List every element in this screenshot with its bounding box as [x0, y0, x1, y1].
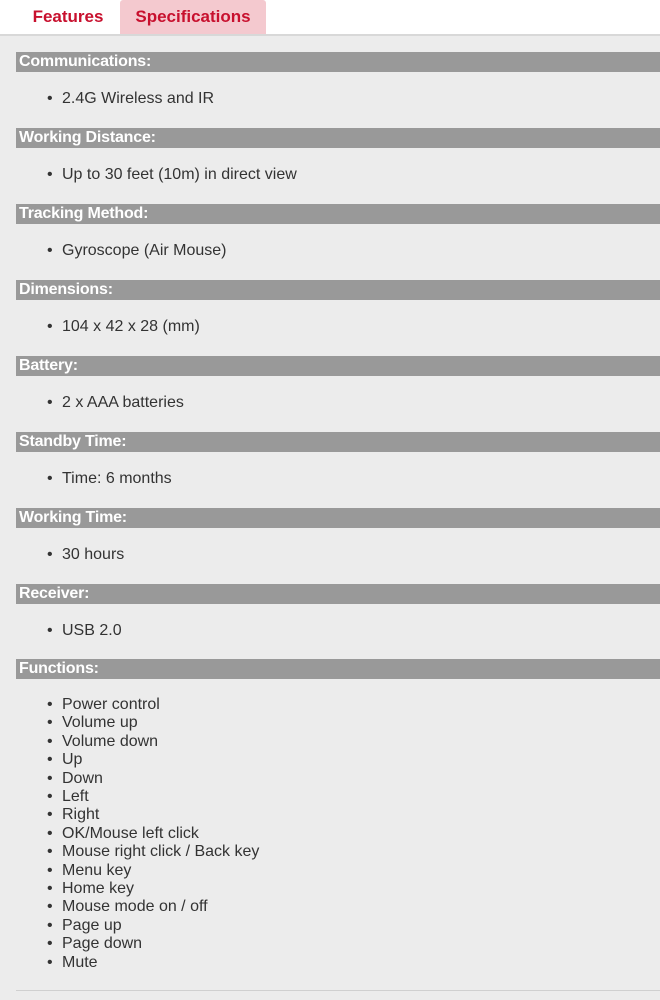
section-receiver	[16, 584, 660, 640]
bullet-icon: •	[47, 898, 53, 916]
bullet-icon: •	[47, 751, 53, 769]
list-item	[16, 843, 660, 861]
bullet-icon: •	[47, 769, 53, 787]
spec-list	[16, 528, 660, 564]
list-item	[16, 751, 660, 769]
list-item	[16, 394, 660, 412]
section-header: Standby Time:	[16, 432, 660, 452]
bullet-icon: •	[47, 696, 53, 713]
list-item	[16, 166, 660, 184]
bottom-divider	[16, 990, 660, 991]
bullet-icon: •	[47, 861, 53, 879]
spec-list	[16, 300, 660, 336]
list-item	[16, 242, 660, 260]
tab-features[interactable]: Features	[32, 7, 104, 26]
section-header: Working Time:	[16, 508, 660, 528]
bullet-icon: •	[47, 318, 53, 335]
section-header: Receiver:	[16, 584, 660, 604]
section-standby-time	[16, 432, 660, 488]
list-item	[16, 954, 660, 972]
section-communications	[16, 52, 660, 108]
list-item	[16, 546, 660, 564]
bullet-icon: •	[47, 394, 53, 411]
list-item-text: Menu key	[62, 861, 132, 879]
list-item	[16, 318, 660, 336]
bullet-icon: •	[47, 732, 53, 750]
bullet-icon: •	[47, 90, 53, 107]
list-item	[16, 470, 660, 488]
list-item-text: Mouse mode on / off	[62, 898, 208, 916]
spec-list	[16, 148, 660, 184]
list-item-text: Volume up	[62, 714, 138, 732]
spec-list	[16, 452, 660, 488]
bullet-icon: •	[47, 880, 53, 898]
list-item-text: Right	[62, 806, 100, 824]
section-header: Tracking Method:	[16, 204, 660, 224]
tab-bar	[0, 0, 660, 36]
bullet-icon: •	[47, 843, 53, 861]
bullet-icon: •	[47, 546, 53, 563]
list-item-text: Mute	[62, 953, 98, 971]
spec-list	[16, 72, 660, 108]
list-item	[16, 806, 660, 824]
section-header: Communications:	[16, 52, 660, 72]
list-item	[16, 788, 660, 806]
list-item	[16, 935, 660, 953]
list-item-text: Left	[62, 788, 89, 806]
list-item-text: Up	[62, 751, 83, 769]
bullet-icon: •	[47, 714, 53, 732]
spec-list	[16, 376, 660, 412]
list-item-text: Power control	[62, 696, 160, 713]
bullet-icon: •	[47, 953, 53, 971]
bullet-icon: •	[47, 824, 53, 842]
bullet-icon: •	[47, 935, 53, 953]
list-item	[16, 714, 660, 732]
bullet-icon: •	[47, 166, 53, 183]
bullet-icon: •	[47, 622, 53, 639]
bullet-icon: •	[47, 806, 53, 824]
list-item-text: 104 x 42 x 28 (mm)	[62, 318, 200, 335]
section-header: Battery:	[16, 356, 660, 376]
section-battery	[16, 356, 660, 412]
list-item	[16, 770, 660, 788]
section-dimensions	[16, 280, 660, 336]
spec-list	[16, 604, 660, 640]
list-item	[16, 825, 660, 843]
list-item-text: OK/Mouse left click	[62, 824, 199, 842]
list-item	[16, 622, 660, 640]
list-item-text: Down	[62, 769, 103, 787]
list-item-text: Time: 6 months	[62, 470, 172, 487]
list-item-text: Page down	[62, 935, 143, 953]
section-functions	[16, 659, 660, 972]
list-item-text: Page up	[62, 916, 122, 934]
list-item-text: Gyroscope (Air Mouse)	[62, 242, 227, 259]
section-header: Dimensions:	[16, 280, 660, 300]
tab-specifications[interactable]: Specifications	[120, 0, 266, 34]
list-item	[16, 90, 660, 108]
list-item	[16, 898, 660, 916]
section-working-distance	[16, 128, 660, 184]
section-header: Functions:	[16, 659, 660, 679]
list-item-text: Volume down	[62, 732, 159, 750]
list-item-text: USB 2.0	[62, 622, 122, 639]
section-header: Working Distance:	[16, 128, 660, 148]
list-item	[16, 733, 660, 751]
bullet-icon: •	[47, 916, 53, 934]
list-item-text: Mouse right click / Back key	[62, 843, 260, 861]
spec-list	[16, 224, 660, 260]
bullet-icon: •	[47, 470, 53, 487]
list-item-text: 30 hours	[62, 546, 125, 563]
list-item-text: Up to 30 feet (10m) in direct view	[62, 166, 297, 183]
list-item	[16, 696, 660, 714]
list-item	[16, 862, 660, 880]
list-item-text: Home key	[62, 880, 135, 898]
list-item	[16, 917, 660, 935]
bullet-icon: •	[47, 788, 53, 806]
list-item-text: 2 x AAA batteries	[62, 394, 184, 411]
spec-list	[16, 679, 660, 972]
list-item	[16, 880, 660, 898]
list-item-text: 2.4G Wireless and IR	[62, 90, 215, 107]
section-tracking-method	[16, 204, 660, 260]
section-working-time	[16, 508, 660, 564]
bullet-icon: •	[47, 242, 53, 259]
